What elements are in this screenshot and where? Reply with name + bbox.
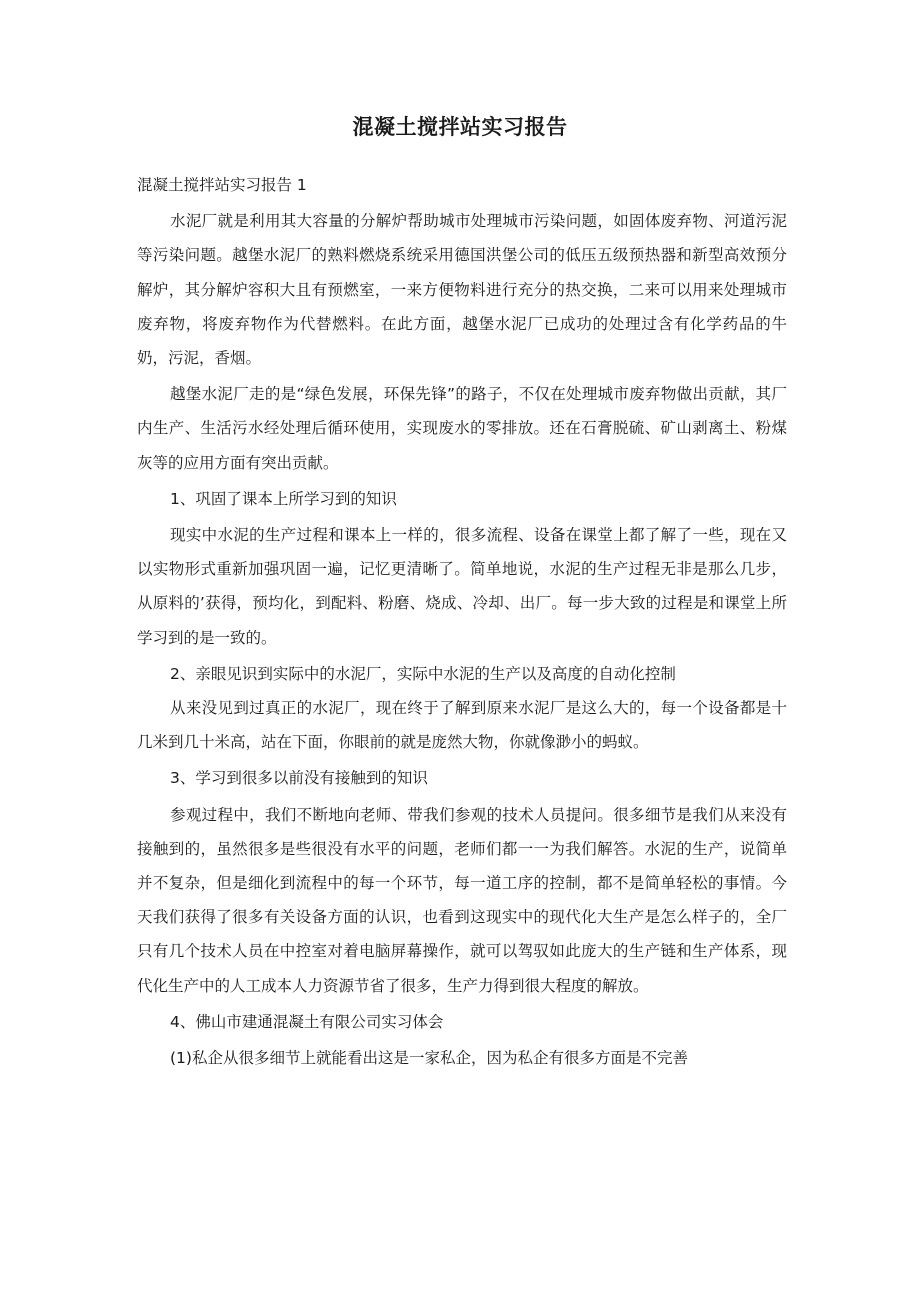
document-subtitle: 混凝土搅拌站实习报告 1 xyxy=(137,176,307,194)
section-heading-1: 1、巩固了课本上所学习到的知识 xyxy=(170,489,397,508)
document-body xyxy=(137,168,787,1075)
section-body-1: 现实中水泥的生产过程和课本上一样的，很多流程、设备在课堂上都了解了一些，现在又以实物形式重新加强巩固一遍，记忆更清晰了。简单地说，水泥的生产过程无非是那么几步，从原料的’获得，预均化，到配料、粉磨、烧成、冷却、出厂。每一步大致的过程是和课堂上所学习到的是一致的。 xyxy=(137,526,787,647)
section-heading-2: 2、亲眼见识到实际中的水泥厂，实际中水泥的生产以及高度的自动化控制 xyxy=(170,664,676,683)
paragraph-2: 越堡水泥厂走的是“绿色发展，环保先锋”的路子，不仅在处理城市废弃物做出贡献，其厂内生产、生活污水经处理后循环使用，实现废水的零排放。还在石膏脱硫、矿山剥离土、粉煤灰等的应用方面有突出贡献。 xyxy=(137,385,787,472)
section-heading-4: 4、佛山市建通混凝土有限公司实习体会 xyxy=(170,1012,444,1031)
section-body-2: 从来没见到过真正的水泥厂，现在终于了解到原来水泥厂是这么大的，每一个设备都是十几米到几十米高，站在下面，你眼前的就是庞然大物，你就像渺小的蚂蚁。 xyxy=(137,699,787,752)
paragraph-1: 水泥厂就是利用其大容量的分解炉帮助城市处理城市污染问题，如固体废弃物、河道污泥等污染问题。越堡水泥厂的熟料燃烧系统采用德国洪堡公司的低压五级预热器和新型高效预分解炉，其分解炉容积大且有预燃室，一来方便物料进行充分的热交换，二来可以用来处理城市废弃物，将废弃物作为代替燃料。在此方面，越堡水泥厂已成功的处理过含有化学药品的牛奶，污泥，香烟。 xyxy=(137,212,787,368)
section-heading-3: 3、学习到很多以前没有接触到的知识 xyxy=(170,769,428,788)
section-body-4: (1)私企从很多细节上就能看出这是一家私企，因为私企有很多方面是不完善 xyxy=(170,1049,688,1068)
document-title: 混凝土搅拌站实习报告 xyxy=(352,115,568,139)
section-body-3: 参观过程中，我们不断地向老师、带我们参观的技术人员提问。很多细节是我们从来没有接触到的，虽然很多是些很没有水平的问题，老师们都一一为我们解答。水泥的生产，说简单并不复杂，但是细化到流程中的每一个环节，每一道工序的控制，都不是简单轻松的事情。今天我们获得了很多有关设备方面的认识，也看到这现实中的现代化大生产是怎么样子的，全厂只有几个技术人员在中控室对着电脑屏幕操作，就可以驾驭如此庞大的生产链和生产体系，现代化生产中的人工成本人力资源节省了很多，生产力得到很大程度的解放。 xyxy=(137,805,787,995)
